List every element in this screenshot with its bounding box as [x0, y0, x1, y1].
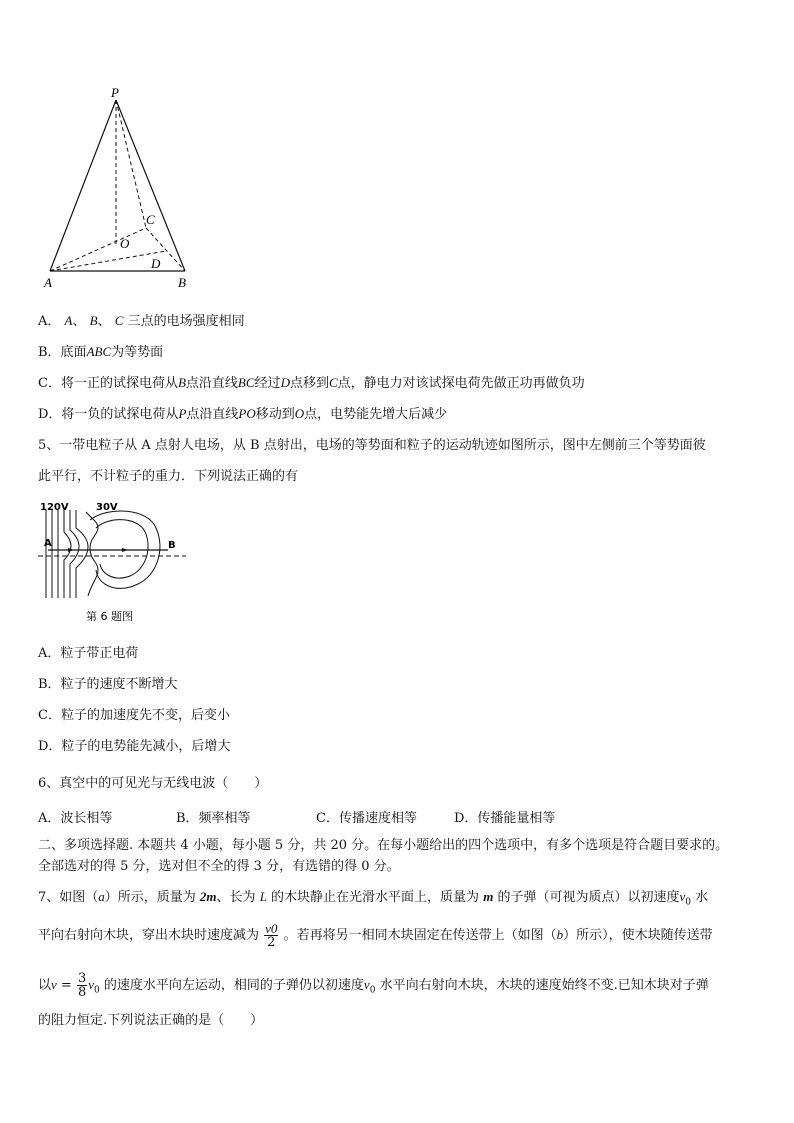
figure-caption: 第 6 题图 — [86, 610, 133, 623]
q7-line4: 的阻力恒定.下列说法正确的是（ ） — [38, 1013, 264, 1028]
q4-option-b: B．底面ABC为等势面 — [38, 344, 164, 360]
q7-line1: 7、如图（a）所示，质量为 2m、长为 L 的木块静止在光滑水平面上，质量为 m 的子弹（可视为质点）以初速度$v_0$ 水 — [38, 889, 709, 908]
q6-option-d: D．传播能量相等 — [454, 811, 556, 826]
pyramid-figure — [40, 80, 200, 292]
edge-pa — [50, 100, 116, 271]
label-a-point: A — [44, 538, 52, 549]
label-d: D — [151, 256, 161, 271]
q5-option-c: C．粒子的加速度先不变，后变小 — [38, 708, 230, 723]
q4-option-a: A． A、 B、 C 三点的电场强度相同 — [38, 313, 245, 329]
equipotential-figure — [38, 498, 188, 626]
q6-option-b: B．频率相等 — [176, 811, 251, 826]
q7-line2: 平向右射向木块，穿出木块时速度减为 $\frac{v0}{2}$ 。若再将另一相同木块固定在传送带上（如图（b）所示），使木块随传送带 — [38, 921, 713, 950]
label-c: C — [146, 212, 155, 227]
label-30v: 30V — [96, 502, 118, 513]
section2-line1: 二、多项选择题. 本题共 4 小题，每小题 5 分，共 20 分。在每小题给出的四个选项中，有多个选项是符合题目要求的。 — [38, 838, 729, 853]
fraction-v0-over-2: $\frac{v0}{2}$ — [265, 921, 278, 950]
q4-option-c: C．将一正的试探电荷从B点沿直线BC经过D点移到C点，静电力对该试探电荷先做正功再做负功 — [38, 375, 585, 391]
label-o: O — [120, 236, 130, 251]
line-ad — [50, 251, 166, 271]
label-120v: 120V — [40, 502, 69, 513]
label-p: P — [111, 85, 119, 100]
q7-line3: 以v = $\frac{3}{8}$ $v_0$ 的速度水平向左运动，相同的子弹仍以初速度$v_0$ 水平向右射向木块，木块的速度始终不变.已知木块对子弹 — [38, 971, 709, 1000]
q6-option-a: A．波长相等 — [38, 811, 113, 826]
q4-option-d: D．将一负的试探电荷从P点沿直线PO移动到O点，电势能先增大后减少 — [38, 406, 448, 422]
section2-line2: 全部选对的得 5 分，选对但不全的得 3 分，有选错的得 0 分。 — [38, 859, 400, 874]
q5-option-b: B．粒子的速度不断增大 — [38, 677, 178, 692]
q5-option-d: D．粒子的电势能先减小，后增大 — [38, 739, 231, 754]
q5-stem-line1: 5、一带电粒子从 A 点射人电场，从 B 点射出，电场的等势面和粒子的运动轨迹如图所示，图中左侧前三个等势面彼 — [38, 438, 706, 453]
q6-stem: 6、真空中的可见光与无线电波（ ） — [38, 776, 268, 791]
label-b-point: B — [168, 540, 176, 551]
q5-stem-line2: 此平行，不计粒子的重力．下列说法正确的有 — [38, 469, 299, 484]
label-b: B — [178, 275, 186, 290]
q6-options — [38, 810, 555, 828]
q6-option-c: C．传播速度相等 — [316, 811, 417, 826]
fraction-3-over-8: $\frac{3}{8}$ — [77, 971, 87, 1000]
q5-option-a: A．粒子带正电荷 — [38, 646, 139, 661]
label-a: A — [44, 275, 52, 290]
